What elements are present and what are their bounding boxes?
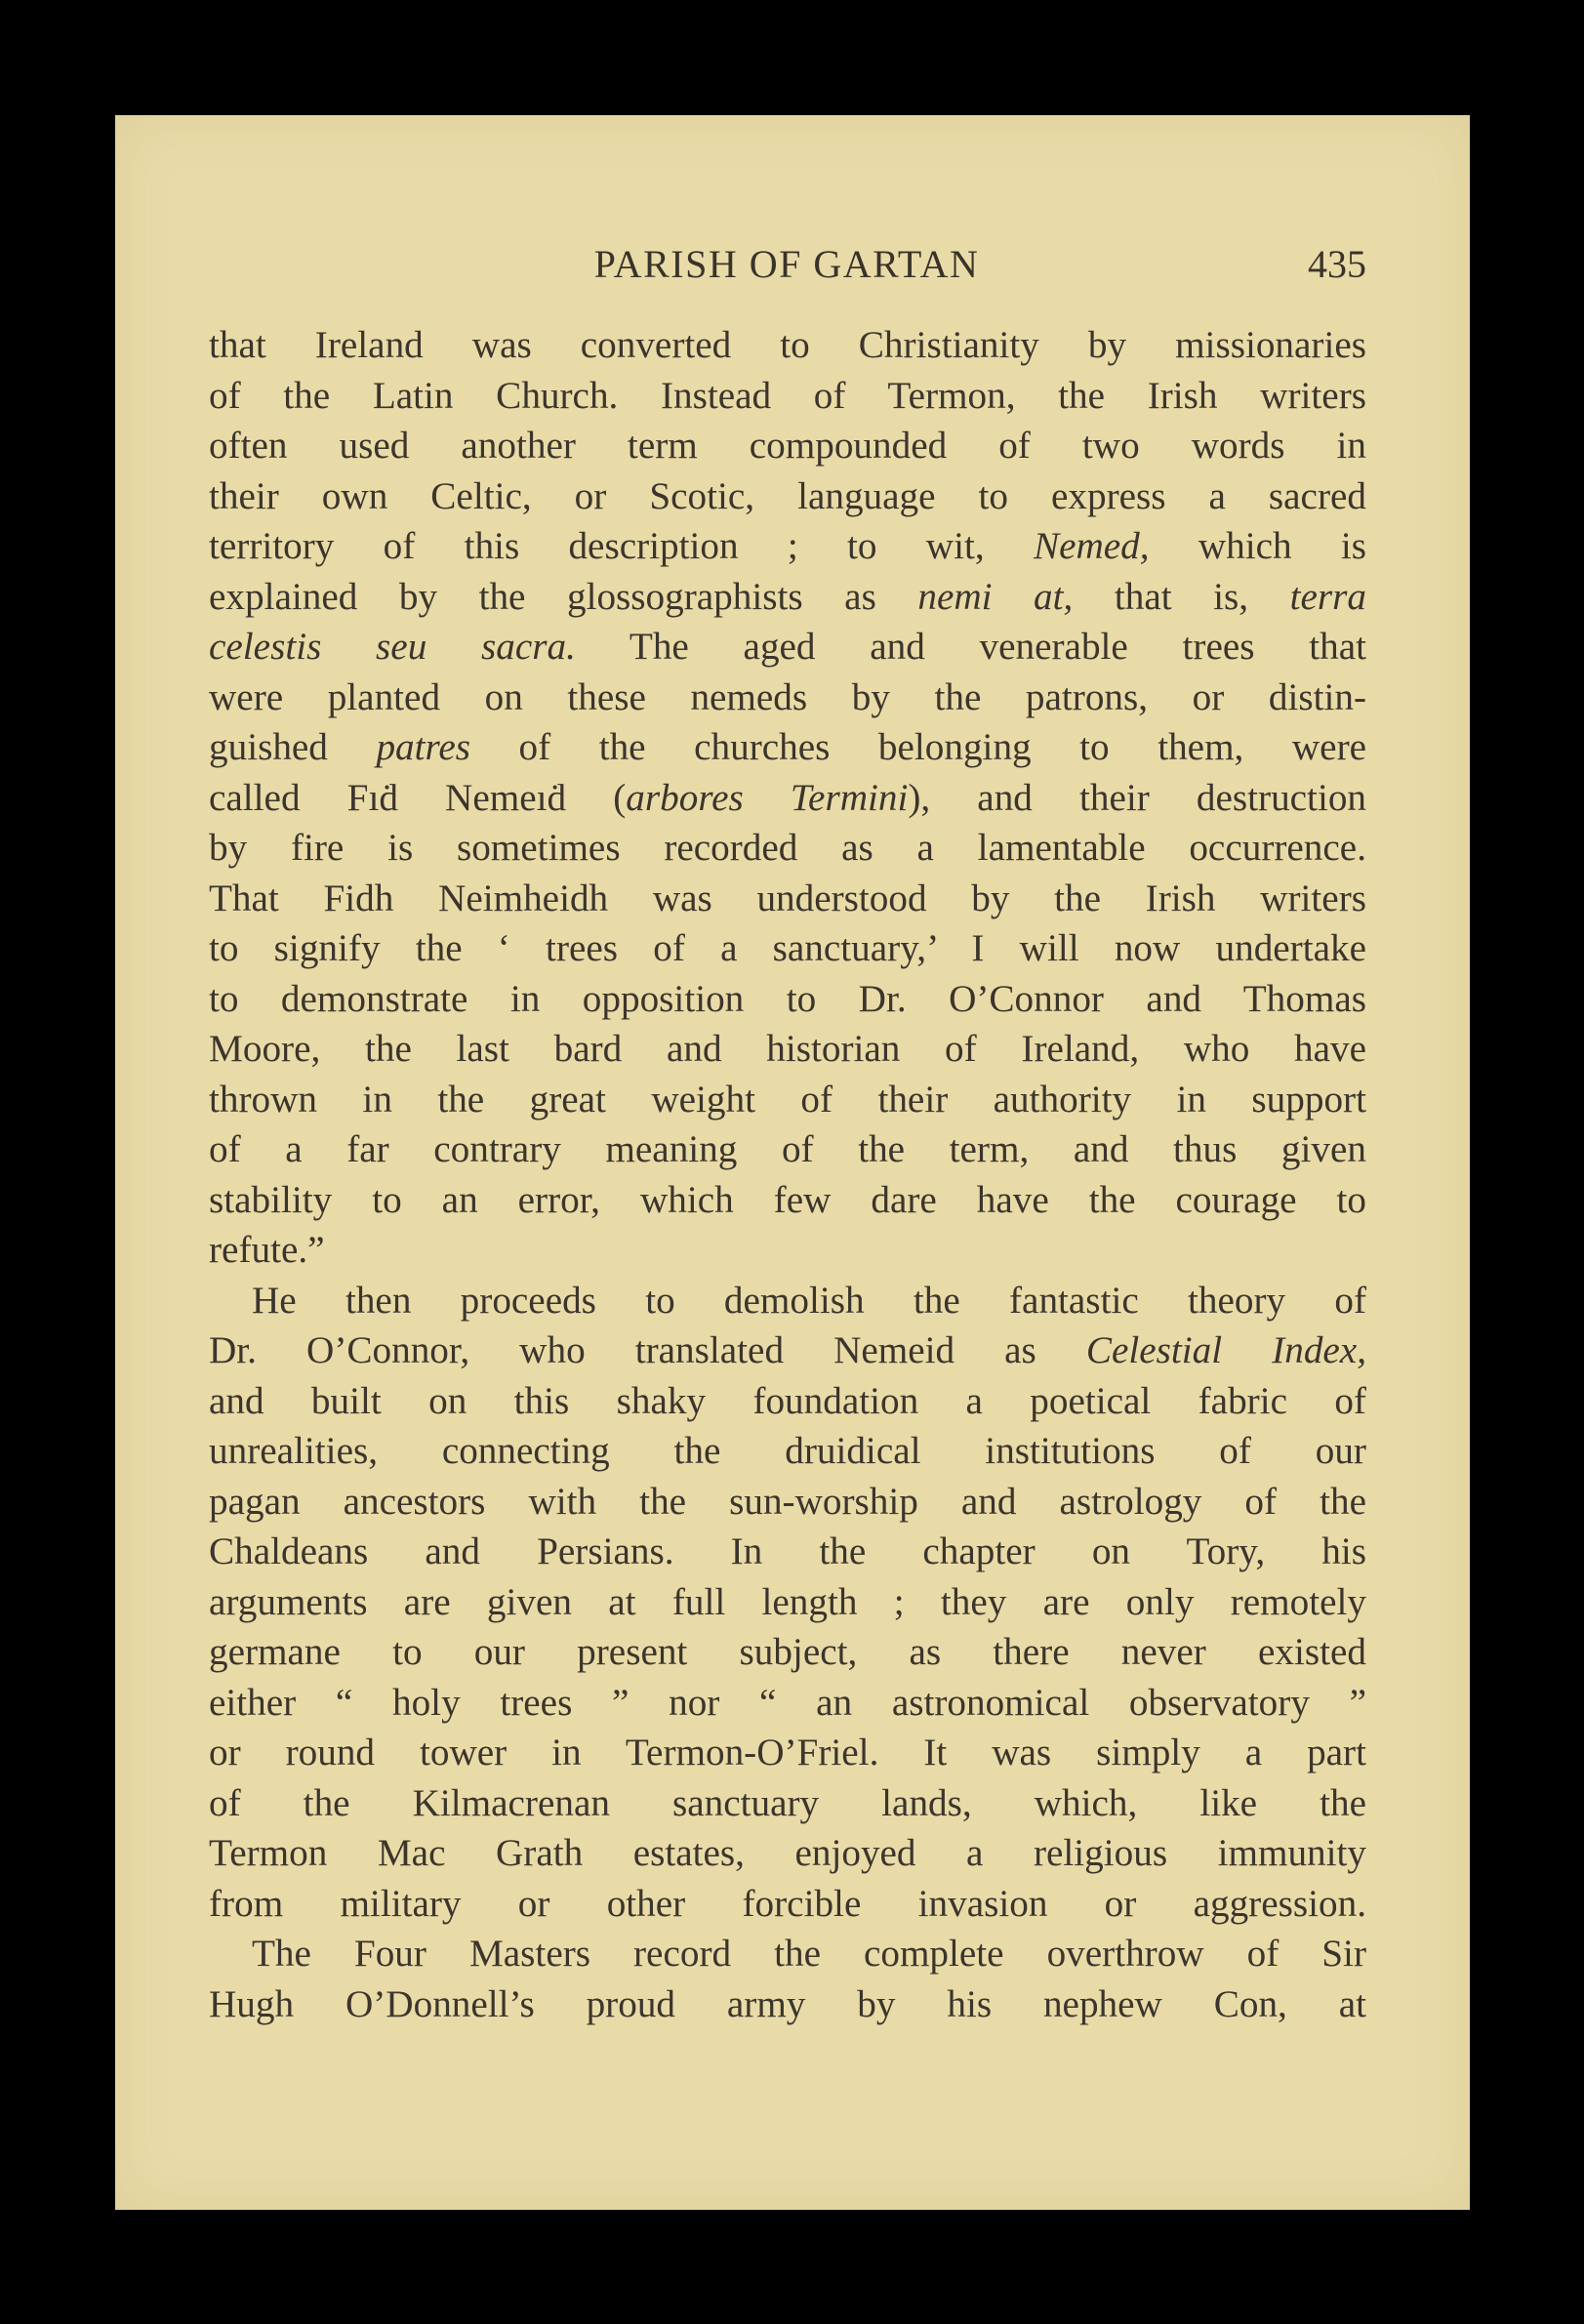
text-line: celestis seu sacra. The aged and venerable trees that <box>209 626 1366 668</box>
running-head: PARISH OF GARTAN <box>593 242 980 286</box>
text-line: of a far contrary meaning of the term, and thus given <box>209 1128 1366 1170</box>
text-line: were planted on these nemeds by the patrons, or distin- <box>209 675 1366 718</box>
text-line: to signify the ‘ trees of a sanctuary,’ I will now undertake <box>209 927 1366 969</box>
text-line: called Fıḋ Nemeıḋ (arbores Termini), and their destruction <box>209 776 1367 819</box>
text-line: explained by the glossographists as nemi at, that is, terra <box>209 575 1367 618</box>
book-page <box>115 115 1470 2210</box>
gaelic-term: Fıḋ Nemeıḋ <box>346 776 567 819</box>
text-line: territory of this description ; to wit, Nemed, which is <box>209 525 1367 567</box>
text-line: The Four Masters record the complete overthrow of Sir <box>252 1933 1366 1975</box>
text-line: germane to our present subject, as there never existed <box>209 1631 1366 1673</box>
text-line: and built on this shaky foundation a poetical fabric of <box>209 1379 1366 1422</box>
text-line: of the Latin Church. Instead of Termon, the Irish writers <box>209 374 1366 417</box>
text-line: Hugh O’Donnell’s proud army by his nephew Con, at <box>209 1982 1366 2025</box>
text-line: Chaldeans and Persians. In the chapter on Tory, his <box>209 1530 1366 1572</box>
text-line: stability to an error, which few dare have the courage to <box>209 1178 1366 1221</box>
text-line: of the Kilmacrenan sanctuary lands, which, like the <box>209 1781 1366 1824</box>
italic-term: celestis seu sacra. <box>209 626 576 668</box>
text-line: to demonstrate in opposition to Dr. O’Connor and Thomas <box>209 977 1366 1020</box>
body-text <box>209 320 1366 2029</box>
text-line: Termon Mac Grath estates, enjoyed a religious immunity <box>209 1832 1366 1874</box>
text-line: pagan ancestors with the sun-worship and astrology of the <box>209 1480 1366 1523</box>
text-line: thrown in the great weight of their authority in support <box>209 1078 1366 1121</box>
italic-term: terra <box>1289 575 1367 618</box>
italic-term: patres <box>376 726 470 768</box>
text-line: Dr. O’Connor, who translated Nemeid as Celestial Index, <box>209 1329 1366 1371</box>
text-line: from military or other forcible invasion or aggression. <box>209 1882 1366 1925</box>
text-line: or round tower in Termon-O’Friel. It was simply a part <box>209 1732 1366 1774</box>
text-line: He then proceeds to demolish the fantastic theory of <box>252 1279 1366 1322</box>
text-line: arguments are given at full length ; they are only remotely <box>209 1580 1366 1623</box>
italic-term: Nemed, <box>1033 525 1150 567</box>
page-number: 435 <box>1308 242 1366 286</box>
text-line: Moore, the last bard and historian of Ireland, who have <box>209 1028 1366 1070</box>
text-line: by fire is sometimes recorded as a lamentable occurrence. <box>209 827 1366 869</box>
text-line: unrealities, connecting the druidical institutions of our <box>209 1430 1366 1472</box>
text-line: often used another term compounded of two words in <box>209 425 1366 467</box>
text-line: that Ireland was converted to Christianity by missionaries <box>209 324 1366 366</box>
italic-term: nemi at, <box>917 575 1074 618</box>
italic-term: arbores Termini <box>626 776 909 819</box>
text-line: refute.” <box>209 1229 325 1271</box>
text-line: guished patres of the churches belonging to them, were <box>209 726 1367 768</box>
text-line: That Fidh Neimheidh was understood by the Irish writers <box>209 877 1366 919</box>
text-line: either “ holy trees ” nor “ an astronomical observatory ” <box>209 1681 1366 1724</box>
text-line: their own Celtic, or Scotic, language to express a sacred <box>209 474 1366 517</box>
italic-term: Celestial Index, <box>1085 1329 1366 1371</box>
page-header <box>207 238 1366 291</box>
